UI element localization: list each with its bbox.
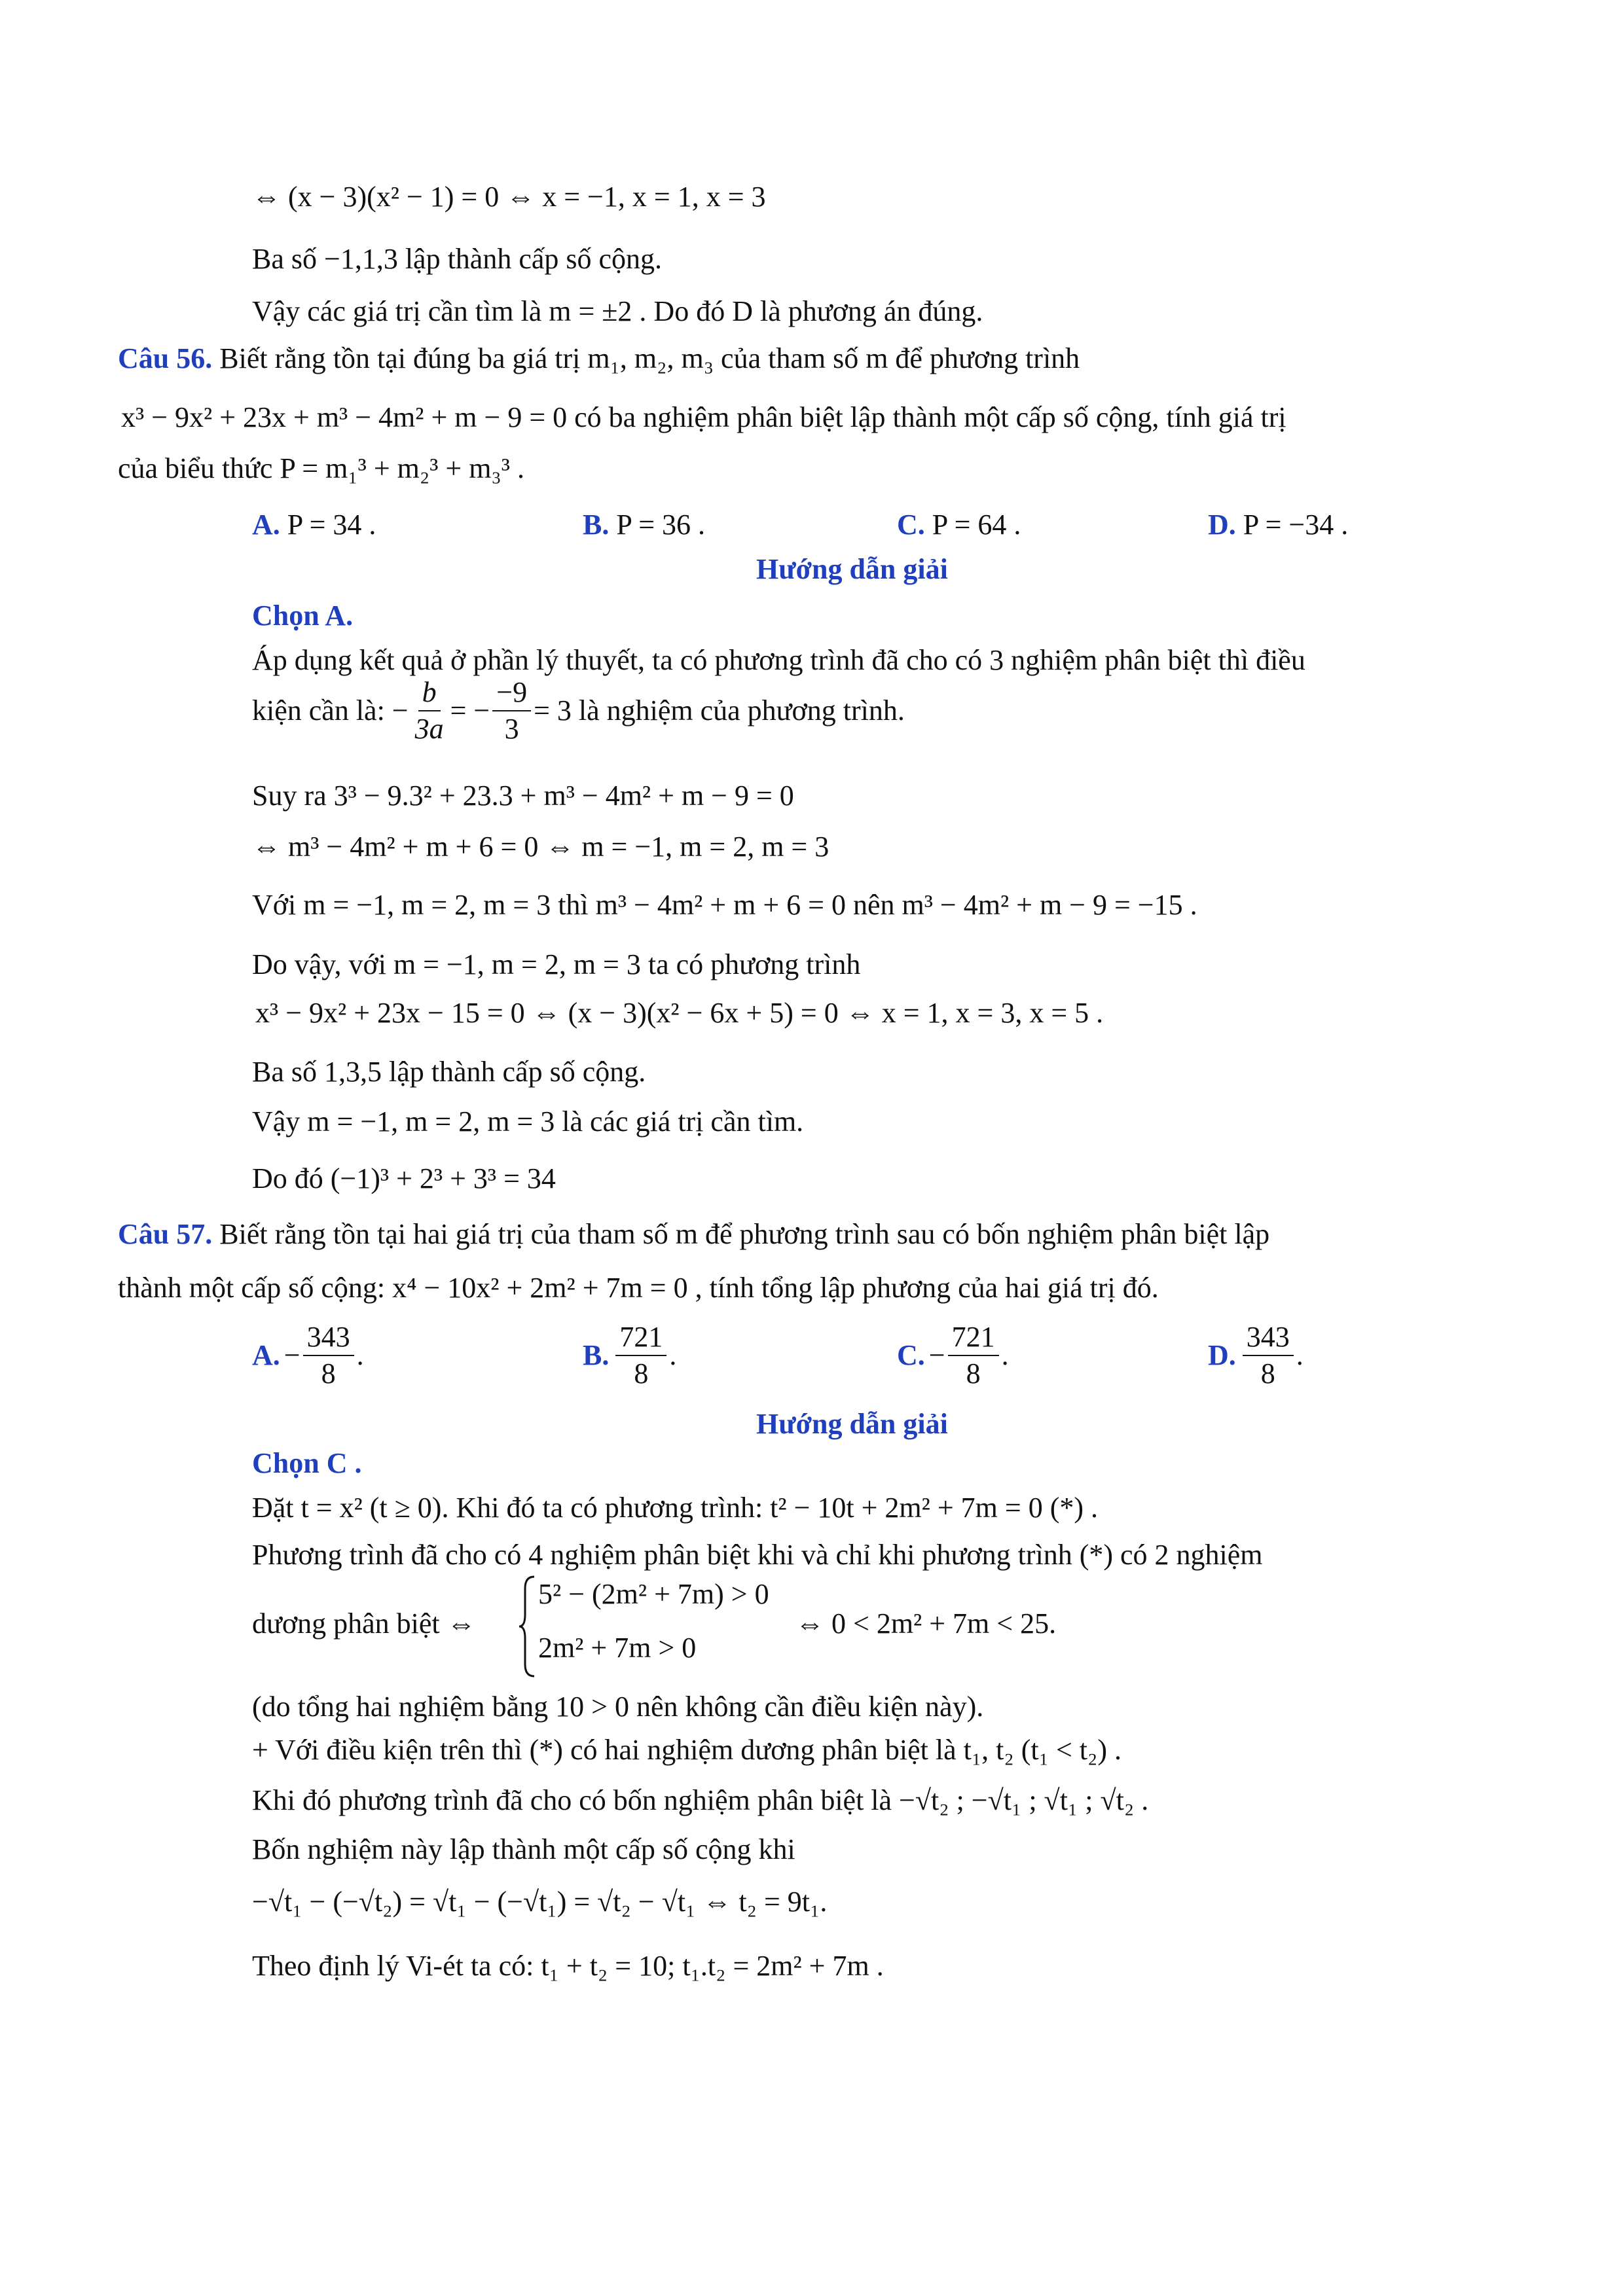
q57-sol-line-5: + Với điều kiện trên thì (*) có hai nghiệm dương phân biệt là t₁, t₂ (t₁ < t₂) . [252,1734,1122,1766]
q56-sol-line-9: Vậy m = −1, m = 2, m = 3 là các giá trị cần tìm. [252,1105,804,1138]
q57-option-a-fraction [303,1322,354,1389]
q57-option-a-sign: − [283,1338,301,1371]
q56-sol-line-2-mid: = − [450,694,490,726]
q56-frac2-num: −9 [492,677,531,711]
q56-sol-line-2-lead: kiện cần là: − [252,694,409,726]
q57-option-b-key: B. [583,1338,610,1371]
prev-line-1: ⇔ (x − 3)(x² − 1) = 0 ⇔ x = −1, x = 1, x = 3 [252,181,766,213]
q56-solution-heading: Hướng dẫn giải [756,553,948,585]
q56-option-c[interactable] [897,508,1021,543]
q57-sol-line-3-tail: ⇔ 0 < 2m² + 7m < 25. [795,1607,1057,1640]
q56-option-a[interactable] [252,508,376,543]
q56-option-a-key: A. [252,509,280,541]
q57-stem-1-text: Biết rằng tồn tại hai giá trị của tham số m để phương trình sau có bốn nghiệm phân biệt lập [219,1218,1270,1250]
q56-option-c-key: C. [897,509,925,541]
q57-label: Câu 57. [118,1218,213,1250]
q57-option-a-den: 8 [321,1357,336,1390]
q57-sol-line-2: Phương trình đã cho có 4 nghiệm phân biệt khi và chỉ khi phương trình (*) có 2 nghiệm [252,1539,1263,1571]
q56-sol-line-1: Áp dụng kết quả ở phần lý thuyết, ta có phương trình đã cho có 3 nghiệm phân biệt thì điều [252,644,1305,676]
q57-option-c-sign: − [928,1338,945,1371]
q57-sol-line-8: −√t₁ − (−√t₂) = √t₁ − (−√t₁) = √t₂ − √t₁ ⇔ t₂ = 9t₁. [252,1886,828,1918]
q57-option-b-den: 8 [634,1357,649,1390]
q57-solution-heading: Hướng dẫn giải [756,1408,948,1440]
q56-answer-choice: Chọn A. [252,600,354,632]
q56-option-a-text: P = 34 . [287,509,376,541]
q56-sol-line-4: ⇔ m³ − 4m² + m + 6 = 0 ⇔ m = −1, m = 2, m = 3 [252,831,830,863]
q57-option-c-num: 721 [948,1322,999,1356]
q57-option-c-den: 8 [966,1357,981,1390]
q56-fraction-b-over-3a [411,677,448,744]
q57-stem-2: thành một cấp số cộng: x⁴ − 10x² + 2m² + 7m = 0 , tính tổng lập phương của hai giá trị đó. [118,1272,1159,1304]
q56-sol-line-3: Suy ra 3³ − 9.3² + 23.3 + m³ − 4m² + m − 9 = 0 [252,780,794,812]
q56-stem-1-text: Biết rằng tồn tại đúng ba giá trị m₁, m₂, m₃ của tham số m để phương trình [219,342,1080,374]
q57-option-c-key: C. [897,1338,925,1371]
q57-system-row-2: 2m² + 7m > 0 [538,1632,697,1664]
q57-option-c[interactable]: C. − $\frac{721}{8}$ . [897,1321,1009,1390]
q56-frac1-num: b [418,677,441,711]
q57-option-d-num: 343 [1243,1322,1294,1356]
q56-option-c-text: P = 64 . [932,509,1021,541]
q56-option-b[interactable] [583,508,705,543]
q57-sol-line-1: Đặt t = x² (t ≥ 0). Khi đó ta có phương trình: t² − 10t + 2m² + 7m = 0 (*) . [252,1492,1099,1524]
prev-line-2: Ba số −1,1,3 lập thành cấp số cộng. [252,243,663,275]
q57-answer-choice: Chọn C . [252,1447,362,1479]
q56-sol-line-2 [252,677,905,744]
q56-stem-3: của biểu thức P = m₁³ + m₂³ + m₃³ . [118,452,524,484]
q57-option-d-den: 8 [1260,1357,1275,1390]
q56-sol-line-2-tail: = 3 là nghiệm của phương trình. [534,694,905,726]
q56-frac1-den: 3a [414,713,444,745]
q57-option-d-fraction [1243,1322,1294,1389]
q57-option-a[interactable]: A. − $\frac{343}{8}$ . [252,1321,364,1390]
q56-sol-line-8: Ba số 1,3,5 lập thành cấp số cộng. [252,1056,646,1088]
q56-option-d-text: P = −34 . [1243,509,1349,541]
q57-sol-line-9: Theo định lý Vi-ét ta có: t₁ + t₂ = 10; t₁.t₂ = 2m² + 7m . [252,1950,884,1982]
q56-option-d[interactable] [1208,508,1348,543]
q57-option-c-fraction [948,1322,999,1389]
q56-option-b-text: P = 36 . [616,509,706,541]
q57-sol-line-3-lead: dương phân biệt ⇔ [252,1607,476,1640]
q56-option-b-key: B. [583,509,610,541]
q57-sol-line-6: Khi đó phương trình đã cho có bốn nghiệm phân biệt là −√t₂ ; −√t₁ ; √t₁ ; √t₂ . [252,1784,1149,1816]
q57-sol-line-7: Bốn nghiệm này lập thành một cấp số cộng khi [252,1833,795,1865]
q56-fraction-neg9-over-3 [492,677,531,744]
q56-sol-line-7: x³ − 9x² + 23x − 15 = 0 ⇔ (x − 3)(x² − 6x + 5) = 0 ⇔ x = 1, x = 3, x = 5 . [255,997,1104,1029]
q57-sol-line-4: (do tổng hai nghiệm bằng 10 > 0 nên không cần điều kiện này). [252,1691,984,1723]
system-brace [517,1574,537,1679]
q57-option-a-num: 343 [303,1322,354,1356]
q57-option-b-fraction [615,1322,666,1389]
q56-frac2-den: 3 [504,713,519,745]
q57-system-row-1: 5² − (2m² + 7m) > 0 [538,1578,769,1610]
q57-option-d-key: D. [1208,1338,1236,1371]
q56-sol-line-5: Với m = −1, m = 2, m = 3 thì m³ − 4m² + m + 6 = 0 nên m³ − 4m² + m − 9 = −15 . [252,889,1197,921]
q57-option-b[interactable]: B. $\frac{721}{8}$ . [583,1321,677,1390]
q57-option-b-num: 721 [615,1322,666,1356]
q57-stem-1 [118,1217,1269,1252]
prev-line-3: Vậy các giá trị cần tìm là m = ±2 . Do đó D là phương án đúng. [252,295,983,327]
q56-sol-line-10: Do đó (−1)³ + 2³ + 3³ = 34 [252,1162,556,1194]
q56-sol-line-6: Do vậy, với m = −1, m = 2, m = 3 ta có phương trình [252,948,861,980]
q56-stem-1 [118,342,1080,376]
q56-stem-2: x³ − 9x² + 23x + m³ − 4m² + m − 9 = 0 có ba nghiệm phân biệt lập thành một cấp số cộng, tính giá trị [121,401,1286,433]
q57-option-d[interactable]: D. $\frac{343}{8}$ . [1208,1321,1304,1390]
q56-option-d-key: D. [1208,509,1236,541]
q57-option-a-key: A. [252,1338,280,1371]
q56-label: Câu 56. [118,342,213,374]
